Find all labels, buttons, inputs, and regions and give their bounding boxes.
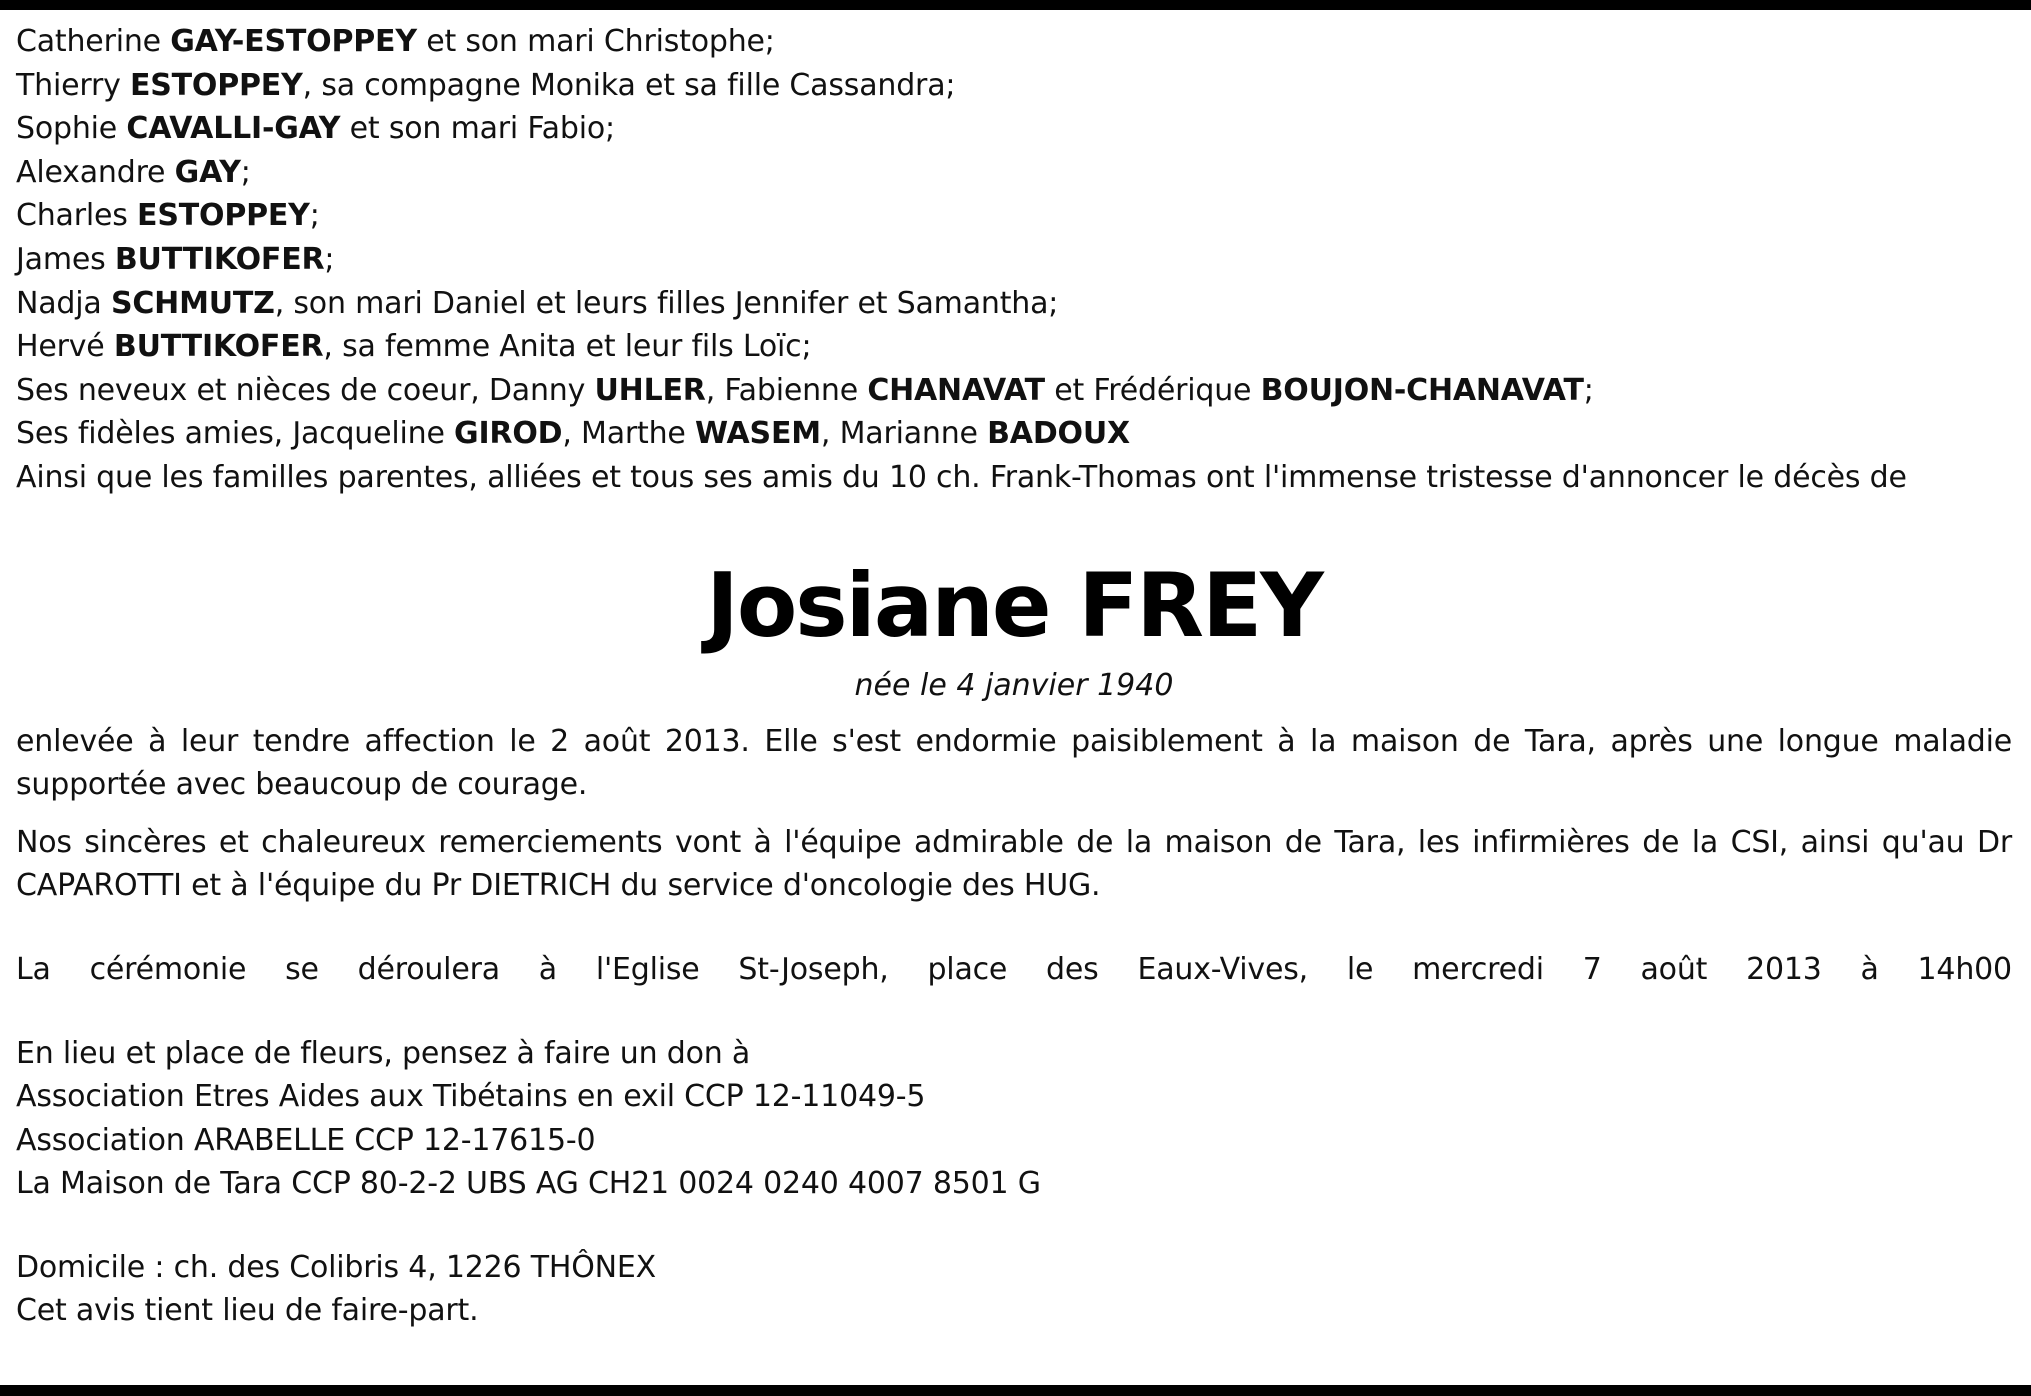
- family-surname: SCHMUTZ: [110, 285, 275, 321]
- bottom-border-rule: [0, 1385, 2031, 1396]
- family-given-name: Thierry: [16, 67, 130, 103]
- family-detail: ;: [240, 154, 251, 190]
- family-surname: CAVALLI-GAY: [126, 111, 341, 147]
- ceremony-word: août: [1640, 951, 1708, 987]
- family-detail: , son mari Daniel et leurs filles Jennifer et Samantha;: [274, 285, 1059, 321]
- ceremony-word: St-Joseph,: [738, 951, 889, 987]
- faire-part-line: Cet avis tient lieu de faire-part.: [16, 1293, 479, 1329]
- family-line: [16, 151, 2012, 195]
- family-given-name: Alexandre: [16, 154, 175, 190]
- family-surname: BUTTIKOFER: [114, 241, 325, 277]
- nephews-text: ;: [1583, 372, 1594, 408]
- donations-block: [16, 1032, 2012, 1206]
- family-line: [16, 194, 2012, 238]
- intro-line: Ainsi que les familles parentes, alliées et tous ses amis du 10 ch. Frank-Thomas ont l'immense tristesse d'annoncer le décès de: [16, 459, 1907, 495]
- family-line: [16, 64, 2012, 108]
- domicile-line: Domicile : ch. des Colibris 4, 1226 THÔNEX: [16, 1249, 656, 1285]
- family-line: [16, 238, 2012, 282]
- ceremony-word: des: [1046, 951, 1099, 987]
- family-surname: BUTTIKOFER: [113, 329, 324, 365]
- family-surname: GAY-ESTOPPEY: [170, 24, 417, 59]
- family-line: [16, 282, 2012, 326]
- donation-line: Association Etres Aides aux Tibétains en exil CCP 12-11049-5: [16, 1079, 926, 1115]
- family-surname: WASEM: [695, 416, 821, 452]
- thanks-paragraph: Nos sincères et chaleureux remerciements vont à l'équipe admirable de la maison de Tara, les infirmières de la CSI, ainsi qu'au Dr CAPAROTTI et à l'équipe du Pr DIETRICH du service d'oncologie des HUG.: [16, 824, 2012, 904]
- deceased-block: [16, 553, 2012, 706]
- ceremony-word: mercredi: [1412, 951, 1544, 987]
- ceremony-word: Eaux-Vives,: [1137, 951, 1308, 987]
- passing-paragraph: enlevée à leur tendre affection le 2 août 2013. Elle s'est endormie paisiblement à la maison de Tara, après une longue maladie supportée avec beaucoup de courage.: [16, 723, 2012, 803]
- family-line: [16, 107, 2012, 151]
- friends-text: , Marthe: [562, 416, 695, 452]
- nephews-text: et Frédérique: [1044, 372, 1261, 408]
- ceremony-word: place: [927, 951, 1008, 987]
- family-line: [16, 325, 2012, 369]
- family-detail: , sa compagne Monika et sa fille Cassandra;: [302, 67, 956, 103]
- family-line: [16, 20, 2012, 64]
- ceremony-word: déroulera: [357, 951, 500, 987]
- donation-line: En lieu et place de fleurs, pensez à faire un don à: [16, 1035, 751, 1071]
- ceremony-word: 7: [1582, 951, 1602, 987]
- ceremony-word: 2013: [1746, 951, 1822, 987]
- top-border-rule: [0, 0, 2031, 10]
- family-surname: ESTOPPEY: [129, 67, 303, 103]
- family-detail: , sa femme Anita et leur fils Loïc;: [323, 329, 812, 365]
- family-given-name: Hervé: [16, 329, 114, 365]
- ceremony-word: le: [1346, 951, 1374, 987]
- donation-line: Association ARABELLE CCP 12-17615-0: [16, 1122, 596, 1158]
- family-given-name: Charles: [16, 198, 138, 234]
- closing-block: [16, 1246, 2012, 1333]
- nephews-text: Ses neveux et nièces de coeur, Danny: [16, 372, 595, 408]
- family-surname: CHANAVAT: [867, 372, 1045, 408]
- ceremony-word: 14h00: [1917, 951, 2012, 987]
- family-given-name: James: [16, 241, 115, 277]
- donation-line: La Maison de Tara CCP 80-2-2 UBS AG CH21 0024 0240 4007 8501 G: [16, 1166, 1041, 1202]
- family-surname: ESTOPPEY: [137, 198, 310, 234]
- friends-text: , Marianne: [820, 416, 988, 452]
- family-surname: UHLER: [594, 372, 706, 408]
- ceremony-line: [16, 948, 2012, 992]
- nephews-line: [16, 369, 2012, 413]
- ceremony-word: se: [285, 951, 319, 987]
- nephews-text: , Fabienne: [705, 372, 868, 408]
- ceremony-word: cérémonie: [89, 951, 247, 987]
- ceremony-word: à: [538, 951, 557, 987]
- family-surname: BADOUX: [987, 416, 1130, 452]
- family-surname: BOUJON-CHANAVAT: [1260, 372, 1584, 408]
- family-given-name: Nadja: [16, 285, 111, 321]
- ceremony-word: La: [16, 951, 51, 987]
- family-detail: ;: [324, 241, 335, 277]
- family-detail: ;: [309, 198, 320, 234]
- ceremony-word: à: [1860, 951, 1879, 987]
- deceased-name: Josiane FREY: [706, 553, 1322, 657]
- friends-line: [16, 412, 2012, 456]
- family-given-name: Catherine: [16, 24, 171, 59]
- family-given-name: Sophie: [16, 111, 127, 147]
- family-surname: GIROD: [454, 416, 563, 452]
- family-list: [16, 20, 2012, 500]
- family-detail: et son mari Fabio;: [340, 111, 615, 147]
- family-surname: GAY: [174, 154, 241, 190]
- friends-text: Ses fidèles amies, Jacqueline: [16, 416, 455, 452]
- ceremony-word: l'Eglise: [595, 951, 700, 987]
- family-detail: et son mari Christophe;: [416, 24, 775, 59]
- obituary-notice: [16, 20, 2012, 1333]
- birth-date: née le 4 janvier 1940: [854, 667, 1174, 703]
